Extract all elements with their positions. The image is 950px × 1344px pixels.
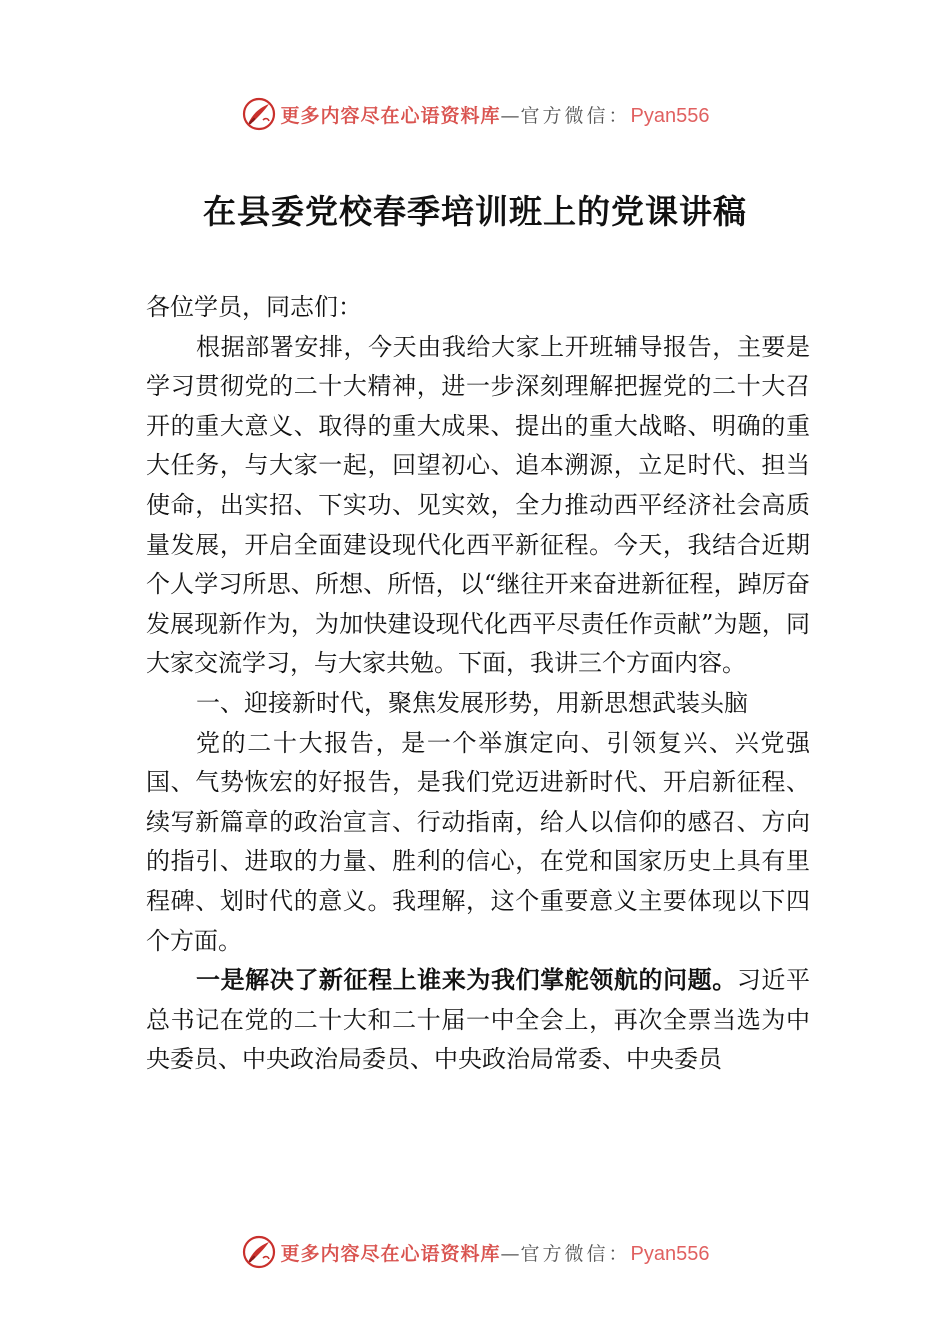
banner-text [281, 1239, 710, 1266]
banner-text [281, 101, 710, 128]
footer-watermark-banner [0, 1232, 950, 1272]
point-1-body: 习近平总书记在党的二十大和二十届一中全会上，再次全票当选为中央委员、中央政治局委员、中央政治局常委、中央委员 [146, 966, 811, 1074]
banner-label: 官方微信： [520, 104, 631, 127]
banner-main-text: 更多内容尽在心语资料库 [280, 1242, 501, 1265]
paragraph-intro: 根据部署安排，今天由我给大家上开班辅导报告，主要是学习贯彻党的二十大精神，进一步深刻理解把握党的二十大召开的重大意义、取得的重大成果、提出的重大战略、明确的重大任务，与大家一起，回望初心、追本溯源，立足时代、担当使命，出实招、下实功、见实效，全力推动西平经济社会高质量发展，开启全面建设现代化西平新征程。今天，我结合近期个人学习所思、所想、所悟，以“继往开来奋进新征程，踔厉奋发展现新作为，为加快建设现代化西平尽责任作贡献”为题，同大家交流学习，与大家共勉。下面，我讲三个方面内容。 [146, 332, 810, 678]
brush-logo-icon [241, 96, 277, 132]
point-1-lead: 一是解决了新征程上谁来为我们掌舵领航的问题。 [196, 966, 737, 995]
paragraph-significance: 党的二十大报告，是一个举旗定向、引领复兴、兴党强国、气势恢宏的好报告，是我们党迈进新时代、开启新征程、续写新篇章的政治宣言、行动指南，给人以信仰的感召、方向的指引、进取的力量、胜利的信心，在党和国家历史上具有里程碑、划时代的意义。我理解，这个重要意义主要体现以下四个方面。 [146, 728, 810, 955]
banner-handle: Pyan556 [630, 1242, 710, 1265]
banner-handle: Pyan556 [630, 104, 710, 127]
paragraph-point-1 [146, 961, 810, 1080]
greeting: 各位学员，同志们： [146, 293, 362, 321]
banner-dash: — [500, 1242, 521, 1265]
brush-logo-icon [241, 1234, 277, 1270]
banner-dash: — [500, 104, 521, 127]
section-heading-1: 一、迎接新时代，聚焦发展形势，用新思想武装头脑 [196, 688, 748, 717]
header-watermark-banner [0, 94, 950, 134]
document-title: 在县委党校春季培训班上的党课讲稿 [203, 192, 747, 231]
document-body [146, 288, 810, 1080]
banner-label: 官方微信： [520, 1242, 631, 1265]
banner-main-text: 更多内容尽在心语资料库 [280, 104, 501, 127]
